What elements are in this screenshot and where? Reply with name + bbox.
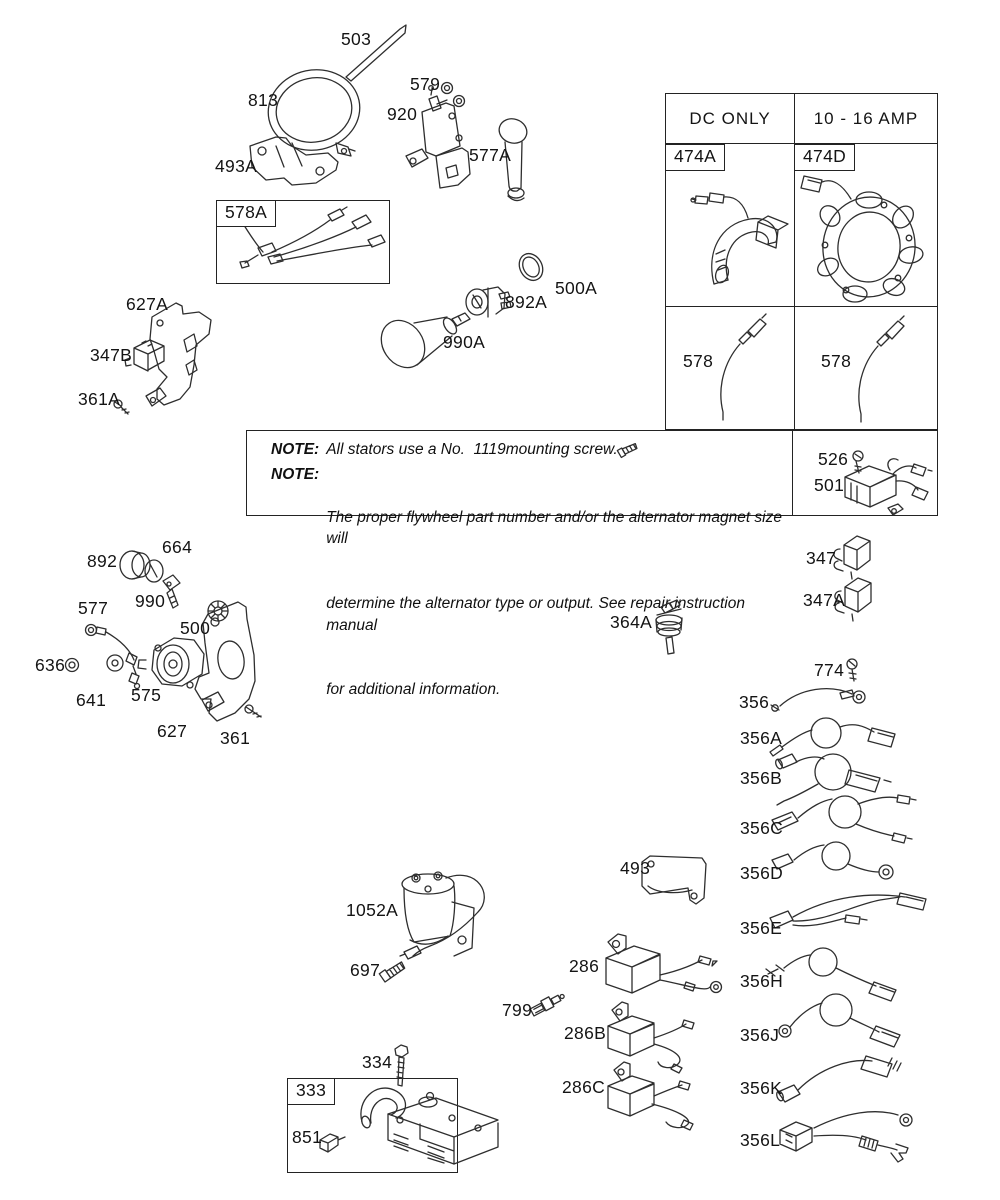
part-label-636: 636	[35, 655, 66, 675]
part-label-356H: 356H	[740, 971, 784, 991]
part-label-799: 799	[502, 1000, 533, 1020]
part-label-577A: 577A	[469, 145, 512, 165]
part-label-501: 501	[814, 475, 845, 495]
part-label-990: 990	[135, 591, 166, 611]
part-label-493A: 493A	[215, 156, 258, 176]
part-label-356: 356	[739, 692, 770, 712]
part-label-356K: 356K	[740, 1078, 783, 1098]
part-label-697: 697	[350, 960, 381, 980]
part-label-892A: 892A	[505, 292, 548, 312]
part-label-578A: 578A	[216, 200, 276, 227]
part-label-474D: 474D	[794, 144, 855, 171]
part-label-500A: 500A	[555, 278, 598, 298]
part-label-356A: 356A	[740, 728, 783, 748]
part-label-286: 286	[569, 956, 600, 976]
part-label-361A: 361A	[78, 389, 121, 409]
part-label-1052A: 1052A	[346, 900, 399, 920]
part-label-627: 627	[157, 721, 188, 741]
part-label-664: 664	[162, 537, 193, 557]
part-label-500: 500	[180, 618, 211, 638]
part-label-892: 892	[87, 551, 118, 571]
part-label-347A: 347A	[803, 590, 846, 610]
part-label-356B: 356B	[740, 768, 783, 788]
part-label-577: 577	[78, 598, 109, 618]
note-1-text: All stators use a No. 1119mounting screw.	[326, 441, 618, 458]
part-label-575: 575	[131, 685, 162, 705]
part-label-364A: 364A	[610, 612, 653, 632]
part-label-356E: 356E	[740, 918, 783, 938]
part-label-347: 347	[806, 548, 837, 568]
part-label-627A: 627A	[126, 294, 169, 314]
part-label-641: 641	[76, 690, 107, 710]
header-label: DC ONLY	[689, 108, 771, 128]
note-2-prefix: NOTE:	[271, 465, 320, 483]
note-2-text: The proper flywheel part number and/or the alternator magnet size will determine the alternator type or output. See repair instruction manual for additional information.	[326, 509, 787, 699]
part-label-356L: 356L	[740, 1130, 781, 1150]
note-1-prefix: NOTE:	[271, 441, 320, 458]
part-label-474A: 474A	[665, 144, 725, 171]
part-label-334: 334	[362, 1052, 393, 1072]
part-label-578-dc: 578	[683, 351, 714, 371]
part-label-920: 920	[387, 104, 418, 124]
part-label-579: 579	[410, 74, 441, 94]
header-label: 10 - 16 AMP	[813, 108, 919, 128]
part-label-356C: 356C	[740, 818, 784, 838]
part-label-774: 774	[814, 660, 845, 680]
part-label-990A: 990A	[443, 332, 486, 352]
part-label-356J: 356J	[740, 1025, 780, 1045]
part-label-286C: 286C	[562, 1077, 606, 1097]
part-label-503: 503	[341, 29, 372, 49]
part-label-851: 851	[292, 1127, 323, 1147]
part-label-813: 813	[248, 90, 279, 110]
part-label-361: 361	[220, 728, 251, 748]
part-label-286B: 286B	[564, 1023, 607, 1043]
part-label-347B: 347B	[90, 345, 133, 365]
part-label-578-amp: 578	[821, 351, 852, 371]
part-label-493: 493	[620, 858, 651, 878]
part-label-356D: 356D	[740, 863, 784, 883]
part-label-526: 526	[818, 449, 849, 469]
part-label-333: 333	[287, 1078, 335, 1105]
